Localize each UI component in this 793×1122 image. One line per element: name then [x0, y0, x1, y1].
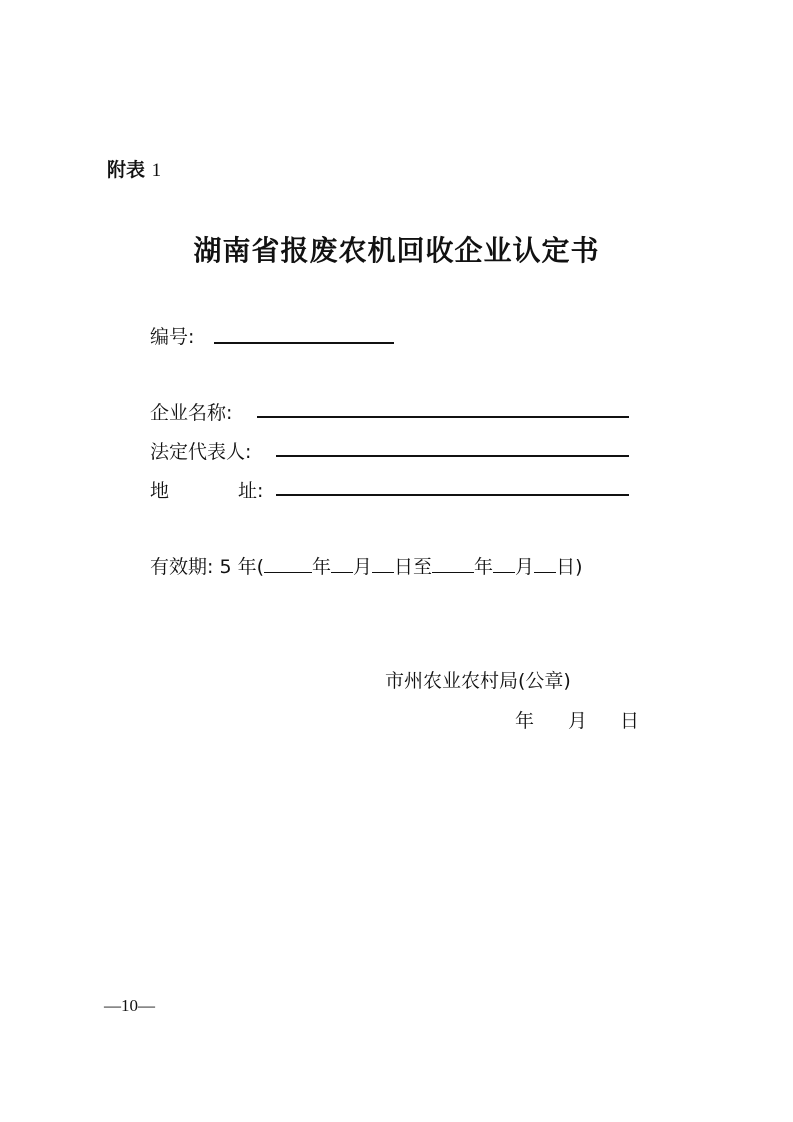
legal-rep-field[interactable]: [276, 455, 629, 457]
page-number: —10—: [104, 996, 155, 1015]
address-label-part2: 址:: [238, 480, 264, 502]
company-name-label: 企业名称:: [150, 402, 233, 424]
annex-label: [107, 155, 161, 182]
sign-month: 月: [568, 710, 588, 732]
end-year-blank[interactable]: [432, 554, 474, 573]
validity-prefix: 有效期: 5 年(: [150, 556, 264, 578]
sign-day: 日: [620, 710, 640, 732]
start-day-blank[interactable]: [372, 554, 394, 573]
validity-day1: 日至: [394, 556, 433, 578]
document-title: 湖南省报废农机回收企业认定书: [193, 234, 600, 267]
annex-number: 1: [151, 160, 162, 181]
address-label-part1: 地: [150, 480, 170, 502]
sign-year: 年: [515, 710, 535, 732]
serial-label: 编号:: [150, 326, 195, 348]
serial-field[interactable]: [214, 342, 394, 344]
validity-month2: 月: [515, 556, 535, 578]
validity-year1: 年: [311, 556, 331, 578]
annex-text: 附表: [107, 159, 146, 181]
validity-year2: 年: [474, 556, 494, 578]
company-name-field[interactable]: [257, 416, 629, 418]
validity-period: [150, 552, 582, 579]
issuer-seal-text: 市州农业农村局(公章): [385, 670, 571, 692]
end-month-blank[interactable]: [493, 554, 515, 573]
end-day-blank[interactable]: [534, 554, 556, 573]
start-year-blank[interactable]: [264, 554, 312, 573]
validity-month1: 月: [353, 556, 373, 578]
start-month-blank[interactable]: [331, 554, 353, 573]
validity-day2: 日): [556, 556, 583, 578]
address-field[interactable]: [276, 494, 629, 496]
legal-rep-label: 法定代表人:: [150, 441, 252, 463]
